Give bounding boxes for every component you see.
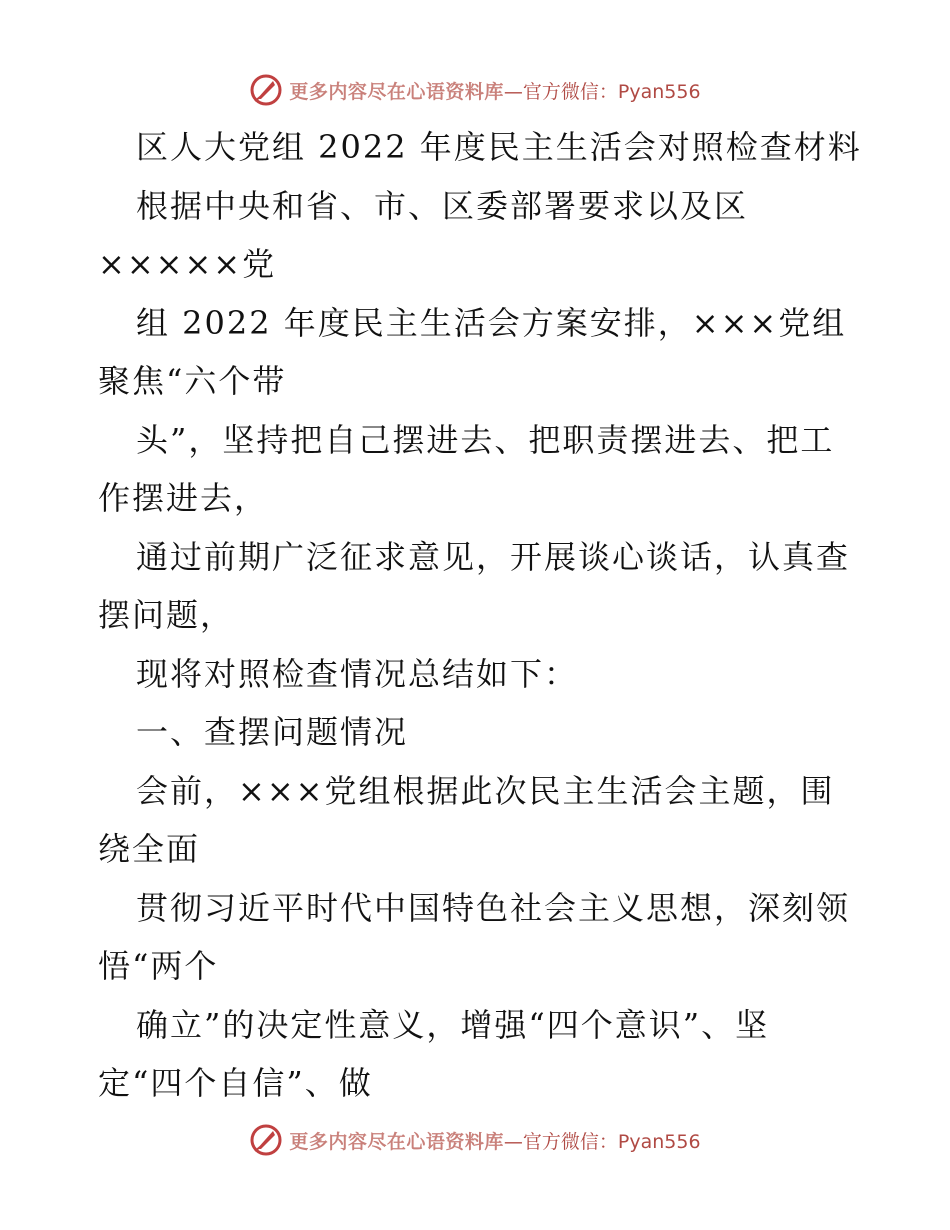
feather-logo-icon [249, 73, 283, 107]
text-line: 现将对照检查情况总结如下： [136, 654, 579, 693]
text-line: 绕全面 [98, 830, 201, 868]
text-line: 通过前期广泛征求意见，开展谈心谈话，认真查 [136, 537, 851, 576]
text-line: ×××××党 [98, 245, 277, 283]
text-line: 头”，坚持把自己摆进去、把职责摆进去、把工 [136, 420, 835, 459]
footer-watermark [0, 1120, 950, 1160]
watermark-text: 更多内容尽在心语资料库 [289, 80, 504, 103]
text-line: 组 2022 年度民主生活会方案安排，×××党组 [136, 303, 847, 342]
text-line: 作摆进去， [98, 479, 269, 517]
text-line: 摆问题， [98, 596, 235, 634]
text-line: 会前，×××党组根据此次民主生活会主题，围 [136, 771, 835, 810]
document-body [98, 118, 862, 1113]
feather-logo-icon [249, 1123, 283, 1157]
watermark-wechat: —官方微信：Pyan556 [503, 80, 701, 103]
text-line: 贯彻习近平时代中国特色社会主义思想，深刻领 [136, 888, 851, 927]
text-line: 悟“两个 [98, 947, 219, 985]
header-watermark [0, 70, 950, 110]
watermark-text: 更多内容尽在心语资料库 [289, 1130, 504, 1153]
text-line: 一、查摆问题情况 [136, 713, 409, 751]
text-line: 确立”的决定性意义，增强“四个意识”、坚 [136, 1005, 770, 1044]
text-line: 根据中央和省、市、区委部署要求以及区 [136, 186, 749, 225]
watermark-wechat: —官方微信：Pyan556 [503, 1130, 701, 1153]
text-line: 定“四个自信”、做 [98, 1064, 373, 1102]
text-line: 聚焦“六个带 [98, 362, 287, 400]
text-line: 区人大党组 2022 年度民主生活会对照检查材料 [136, 128, 862, 166]
